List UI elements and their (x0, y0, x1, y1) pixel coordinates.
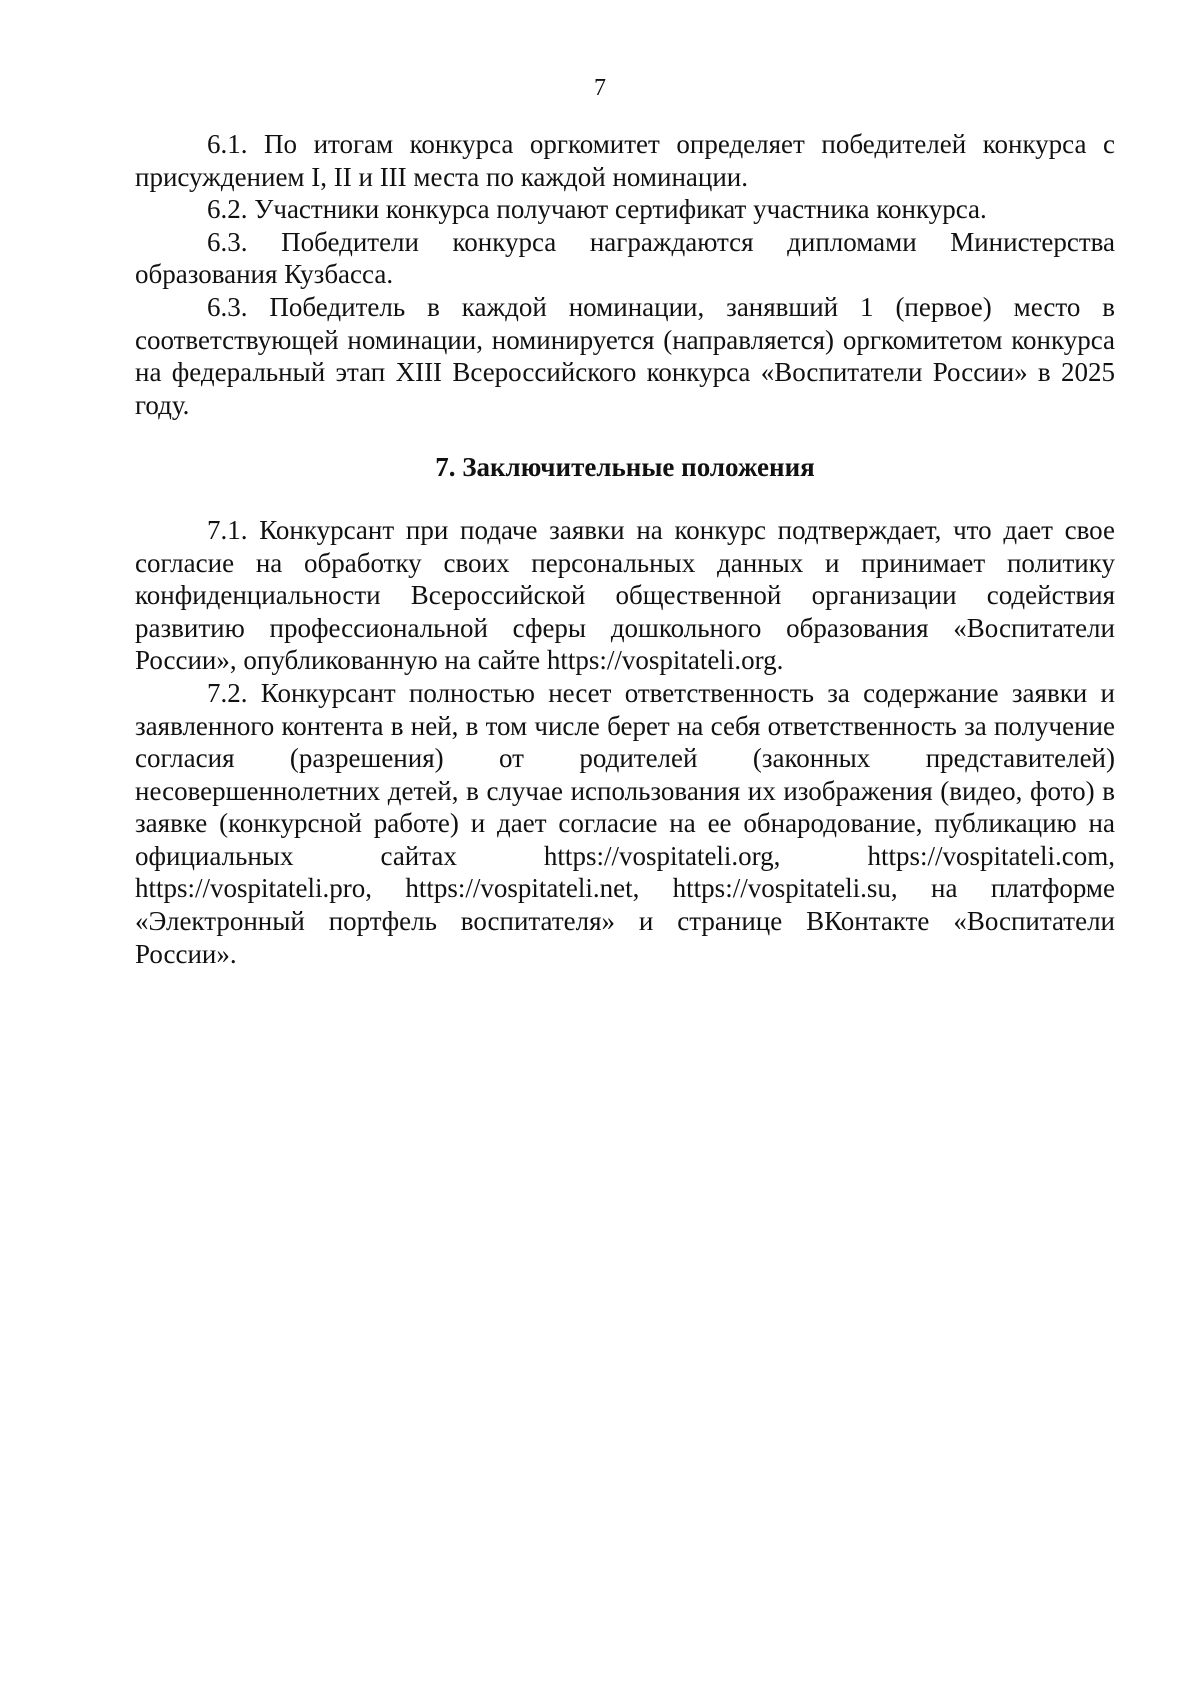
paragraph-6-3-winner: 6.3. Победитель в каждой номинации, занявший 1 (первое) место в соответствующей номинации, номинируется (направляется) оргкомитетом конкурса на федеральный этап XIII Всероссийского конкурса «Воспитатели России» в 2025 году. (135, 291, 1115, 420)
paragraph-6-3: 6.3. Победители конкурса награждаются дипломами Министерства образования Кузбасса. (135, 226, 1115, 290)
paragraph-7-2: 7.2. Конкурсант полностью несет ответственность за содержание заявки и заявленного контента в ней, в том числе берет на себя ответственность за получение согласия (разрешения) от родителей (законных представителей) несовершеннолетних детей, в случае использования их изображения (видео, фото) в заявке (конкурсной работе) и дает согласие на ее обнародование, публикацию на официальных сайтах https://vospitateli.org, https://vospitateli.com, https://vospitateli.pro, https://vospitateli.net, https://vospitateli.su, на платформе «Электронный портфель воспитателя» и странице ВКонтакте «Воспитатели России». (135, 677, 1115, 969)
paragraph-6-1: 6.1. По итогам конкурса оргкомитет определяет победителей конкурса с присуждением I, II и III места по каждой номинации. (135, 129, 1115, 192)
page-number: 7 (594, 75, 606, 101)
document-body (135, 128, 1115, 970)
section-heading-7: 7. Заключительные положения (435, 452, 815, 483)
paragraph-7-1: 7.1. Конкурсант при подаче заявки на конкурс подтверждает, что дает свое согласие на обработку своих персональных данных и принимает политику конфиденциальности Всероссийской общественной организации содействия развитию профессиональной сферы дошкольного образования «Воспитатели России», опубликованную на сайте https://vospitateli.org. (135, 514, 1115, 676)
paragraph-6-2: 6.2. Участники конкурса получают сертификат участника конкурса. (207, 194, 987, 225)
